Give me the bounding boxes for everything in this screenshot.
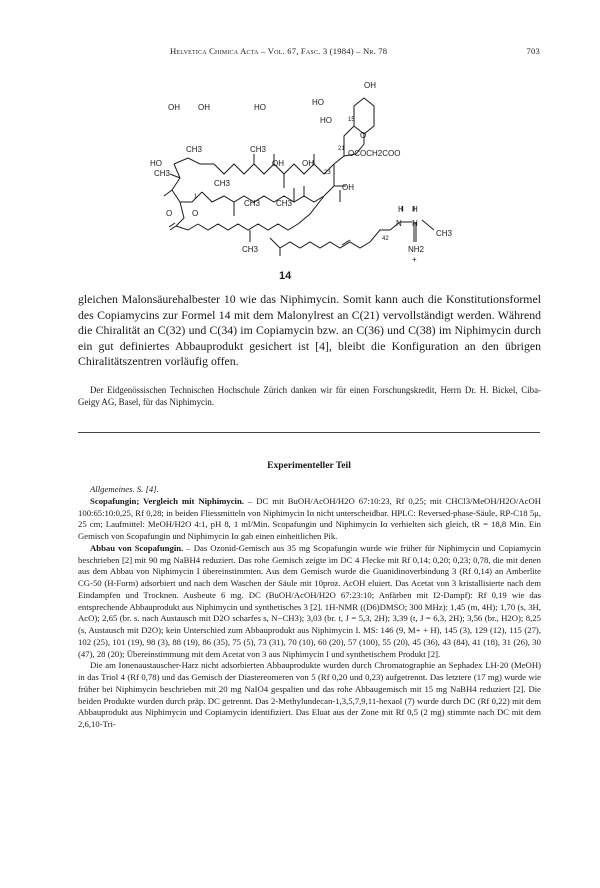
structure-label: O xyxy=(360,131,367,140)
structure-bond xyxy=(198,224,298,230)
structure-label: OH xyxy=(272,159,284,168)
structure-label: 15 xyxy=(348,117,355,123)
structure-bond xyxy=(164,190,172,196)
running-header xyxy=(78,46,540,60)
structure-label: OH xyxy=(342,183,354,192)
structure-bond xyxy=(174,158,214,164)
paragraph-lead: Scopafungin; Vergleich mit Niphimycin. xyxy=(90,495,244,506)
structure-label: HO xyxy=(320,116,332,125)
structure-label: NH2 xyxy=(408,245,425,254)
structure-label: OH xyxy=(364,81,376,90)
structure-label: 42 xyxy=(382,236,389,242)
structure-label: + xyxy=(412,255,417,264)
scopafungin-paragraph: Scopafungin; Vergleich mit Niphimycin. – DC mit BuOH/AcOH/H2O 67:10:23, Rf 0,25; mit CHCl3/MeOH/H2O/AcOH 100:65:10:0,25, Rf 0,28; in beiden Fliessmitteln von Niphimycin Iα nicht unterscheidbar. HPLC: Reversed-phase-Säule, RP-C18 5μ, 25 cm; Laufmittel: MeOH/H2O 4:1, pH 8, 1 ml/Min. Scopafungin und Niphimycin Iα verhielten sich gleich, tR = 18,8 Min. Ein Gemisch von Scopafungin und Niphimycin Iα gab einen einheitlichen Pik. xyxy=(78,495,541,541)
structure-bond xyxy=(422,220,434,230)
structure-label: N xyxy=(396,219,402,228)
structure-label: CH3 xyxy=(250,145,267,154)
structure-label: OH xyxy=(302,159,314,168)
structure-bond xyxy=(270,222,400,248)
chemical-structure-14 xyxy=(150,70,460,286)
chromatography-paragraph: Die am Ionenaustauscher-Harz nicht adsorbierten Abbauprodukte wurden durch Chromatographie an Sephadex LH-20 (MeOH) in das Triol 4 (Rf 0,78) und das Gemisch der Diastereomeren von 5 (Rf 0,20 und 0,23) aufgetrennt. Das letztere (17 mg) wurde wie früher bei Niphimycin beschrieben mit 20 mg NaIO4 gespalten und das rohe Abbaugemisch mit 15 mg NaBH4 reduziert [2]. Die beiden Produkte wurden durch präp. DC getrennt. Das 2-Methylundecan-1,3,5,7,9,11-hexaol (7) wurde durch DC (Rf 0,22) mit dem Abbauprodukt aus Niphimycin und Copiamycin identifiziert. Das Eluat aus der Zone mit Rf 0,5 (2 mg) stimmte nach DC mit dem 2,6,10-Tri- xyxy=(78,660,541,729)
page-number: 703 xyxy=(526,46,540,56)
degradation-paragraph: Abbau von Scopafungin. – Das Ozonid-Gemisch aus 35 mg Scopafungin wurde wie früher für Niphimycin und Copiamycin beschrieben [2] mit 90 mg NaBH4 reduziert. Das rohe Gemisch zeigte im DC 4 Flecke mit Rf 0,14; 0,20; 0,23; 0,78, die mit denen aus dem Abbau von Niphimycin I übereinstimmten. Aus dem Gemisch wurde die Guanidinoverbindung 3 (Rf 0,14) an Amberlite CG-50 (H-Form) adsorbiert und nach dem Waschen der Säule mit 10proz. AcOH eluiert. Das Acetat von 3 kristallisierte nach dem Eindampfen und Trocknen. Ausbeute 6 mg. DC (BuOH/AcOH/H2O 67:23:10; Anfärben mit I2-Dampf): Rf 0,19 wie das entsprechende Abbauprodukt aus Niphimycin und synthetisches 3 [2]. 1H-NMR ((D6)DMSO; 300 MHz): 1,45 (m, 4H); 1,70 (s, 3H, AcO); 2,65 (br. s. nach Austausch mit D2O scharfes s, N−CH3); 3,03 (br. t, J = 5,3, 2H); 3,39 (t, J = 6,3, 2H); 3,56 (br., H2O); 8,25 (s, Austausch mit D2O); kein Unterschied zum Abbauprodukt aus Niphimycin I. MS: 146 (9, M+ + H), 145 (3), 129 (12), 115 (27), 102 (25), 101 (19), 98 (3), 88 (19), 86 (35), 75 (5), 73 (31), 70 (10), 60 (20), 57 (100), 55 (20), 45 (36), 43 (84), 41 (18), 31 (26), 30 (47), 28 (20); Übereinstimmung mit dem Acetat von 3 aus Niphimycin I und synthetischem Produkt [2]. xyxy=(78,542,541,659)
structure-label: N xyxy=(412,219,418,228)
section-divider xyxy=(78,432,540,433)
structure-label: CH3 xyxy=(186,145,203,154)
paragraph-lead: Abbau von Scopafungin. xyxy=(90,542,184,553)
structure-bond xyxy=(169,223,175,227)
section-title: Experimenteller Teil xyxy=(267,460,351,471)
experimental-section xyxy=(78,484,541,731)
structure-label: OH xyxy=(198,103,210,112)
structure-bond xyxy=(202,192,324,202)
structure-label: O xyxy=(192,209,199,218)
general-paragraph: Allgemeines. S. [4]. xyxy=(90,484,159,494)
structure-label: 23 xyxy=(324,170,331,176)
structure-label: H xyxy=(398,205,404,214)
structure-label: HO xyxy=(254,103,266,112)
structure-label: 1 xyxy=(194,194,198,200)
journal-citation: Helvetica Chimica Acta – Vol. 67, Fasc. 3 (1984) – Nr. 78 xyxy=(170,46,388,56)
structure-label: CH3 xyxy=(244,199,261,208)
acknowledgement: Der Eidgenössischen Technischen Hochschule Zürich danken wir für einen Forschungskredit, Herrn Dr. H. Bickel, Ciba-Geigy AG, Basel, für das Niphimycin. xyxy=(78,385,541,408)
structure-bond xyxy=(170,226,176,230)
structure-label: O xyxy=(166,209,173,218)
structure-bond xyxy=(172,164,202,202)
structure-label: CH3 xyxy=(242,245,259,254)
structure-label: CH3 xyxy=(214,179,231,188)
structure-label: CH3 xyxy=(276,199,293,208)
structure-label: OCOCH2COO xyxy=(348,149,401,158)
structure-label: CH3 xyxy=(436,229,453,238)
structure-label: 21 xyxy=(338,146,345,152)
structure-label: H xyxy=(412,205,418,214)
structure-label: HO xyxy=(150,159,162,168)
compound-number: 14 xyxy=(279,270,292,282)
structure-label: CH3 xyxy=(154,169,171,178)
structure-label: HO xyxy=(312,98,324,107)
main-paragraph: gleichen Malonsäurehalbester 10 wie das Niphimycin. Somit kann auch die Konstitutionsformel des Copiamycins zur Formel 14 mit dem Malonylrest an C(21) vervollständigt werden. Während die Chiralität an C(32) und C(34) im Copiamycin bzw. an C(36) und C(38) im Niphimycin durch ein gut definiertes Abbauprodukt gesichert ist [4], bleibt die Konfiguration an den übrigen Chiralitätszentren vorläufig offen. xyxy=(78,292,541,369)
structure-label: OH xyxy=(168,103,180,112)
